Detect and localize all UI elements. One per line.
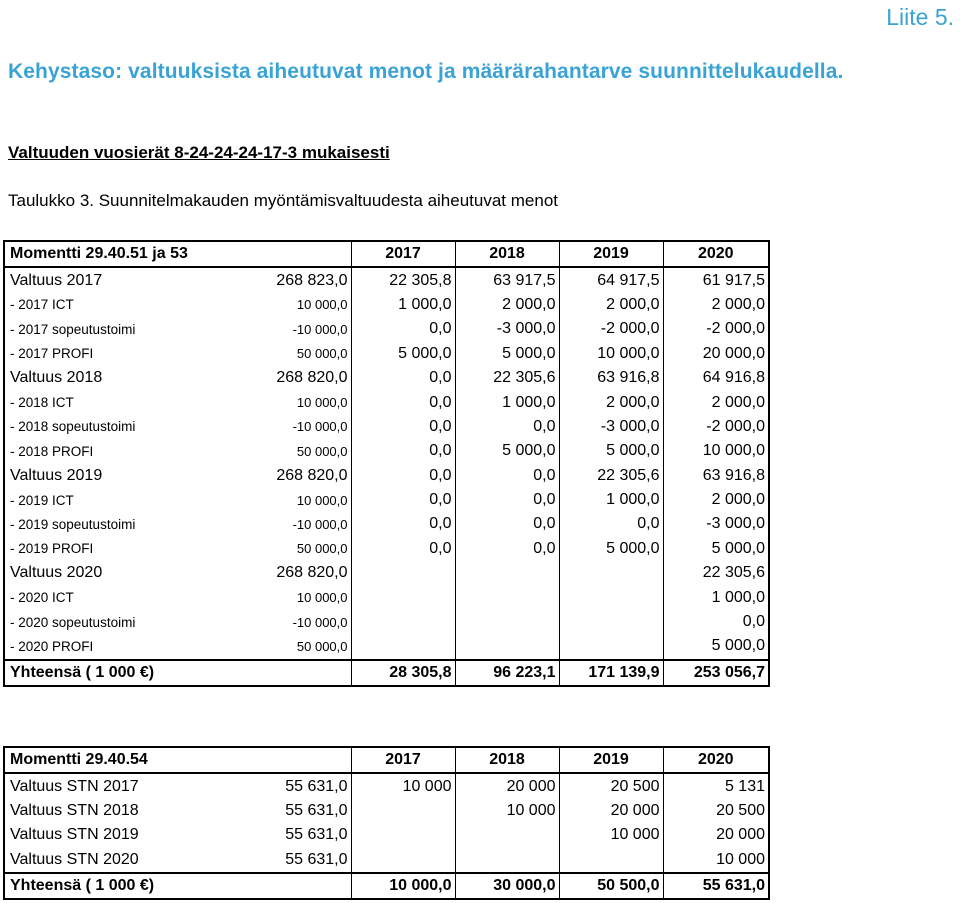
year-value: 1 000,0 <box>559 488 663 512</box>
year-value: 0,0 <box>351 415 455 439</box>
year-value <box>351 634 455 659</box>
table-row <box>4 439 769 463</box>
table-row <box>4 415 769 439</box>
year-value <box>351 848 455 873</box>
year-value: -2 000,0 <box>663 415 769 439</box>
year-value <box>351 585 455 609</box>
year-value: 63 916,8 <box>559 366 663 390</box>
year-value: 5 000,0 <box>455 439 559 463</box>
total-row <box>4 873 769 899</box>
page-title: Kehystaso: valtuuksista aiheutuvat menot ja määrärahantarve suunnittelukaudella. <box>8 60 844 83</box>
year-value: 2 000,0 <box>559 390 663 414</box>
year-value: 0,0 <box>351 488 455 512</box>
year-value: 0,0 <box>455 537 559 561</box>
row-label: Valtuus 2018 <box>4 366 249 390</box>
row-label: - 2019 ICT <box>4 488 249 512</box>
year-value: 63 917,5 <box>455 267 559 292</box>
year-header: 2018 <box>455 747 559 773</box>
row-label: - 2017 PROFI <box>4 342 249 366</box>
year-header: 2018 <box>455 241 559 267</box>
year-value: 0,0 <box>351 390 455 414</box>
year-value <box>455 634 559 659</box>
year-value <box>559 848 663 873</box>
year-header: 2020 <box>663 241 769 267</box>
row-label: Valtuus 2017 <box>4 267 249 292</box>
authorization-amount: 50 000,0 <box>296 443 348 459</box>
table-heading: Momentti 29.40.51 ja 53 <box>4 241 249 267</box>
year-value: 10 000 <box>455 799 559 823</box>
year-value: 61 917,5 <box>663 267 769 292</box>
authorization-amount: 50 000,0 <box>296 541 348 557</box>
authorization-amount: 268 820,0 <box>276 466 348 484</box>
year-header: 2019 <box>559 747 663 773</box>
year-value <box>559 634 663 659</box>
year-value: 10 000,0 <box>663 439 769 463</box>
row-label: Valtuus 2020 <box>4 561 249 585</box>
year-value: 22 305,8 <box>351 267 455 292</box>
total-value: 30 000,0 <box>455 873 559 899</box>
row-label: - 2020 ICT <box>4 585 249 609</box>
year-value <box>351 610 455 634</box>
authorization-amount: -10 000,0 <box>292 419 348 435</box>
year-value: 1 000,0 <box>351 293 455 317</box>
total-value: 55 631,0 <box>663 873 769 899</box>
table-row <box>4 464 769 488</box>
total-value: 171 139,9 <box>559 660 663 686</box>
table-row <box>4 366 769 390</box>
authorization-amount: 55 631,0 <box>285 826 348 844</box>
year-value: 63 916,8 <box>663 464 769 488</box>
year-value: 2 000,0 <box>455 293 559 317</box>
year-value: 5 000,0 <box>559 537 663 561</box>
year-value: 2 000,0 <box>663 488 769 512</box>
budget-table-2 <box>3 746 770 900</box>
row-label: - 2020 PROFI <box>4 634 249 659</box>
row-label: - 2018 sopeutustoimi <box>4 415 249 439</box>
total-value: 96 223,1 <box>455 660 559 686</box>
total-spacer <box>249 873 351 899</box>
year-value <box>351 799 455 823</box>
table-row <box>4 317 769 341</box>
year-value: 0,0 <box>351 439 455 463</box>
table-row <box>4 610 769 634</box>
year-value: 20 000 <box>455 773 559 798</box>
year-value: 22 305,6 <box>559 464 663 488</box>
table-row <box>4 585 769 609</box>
table-row <box>4 293 769 317</box>
year-value <box>455 848 559 873</box>
authorization-amount: -10 000,0 <box>292 516 348 532</box>
year-value: 20 000,0 <box>663 342 769 366</box>
table-row <box>4 342 769 366</box>
year-value: 1 000,0 <box>455 390 559 414</box>
year-value: 5 131 <box>663 773 769 798</box>
table-row <box>4 390 769 414</box>
year-value <box>455 585 559 609</box>
authorization-amount: 10 000,0 <box>296 590 348 606</box>
authorization-amount: -10 000,0 <box>292 614 348 630</box>
row-label: Valtuus STN 2018 <box>4 799 249 823</box>
year-value: 20 000 <box>663 823 769 847</box>
row-label: Valtuus 2019 <box>4 464 249 488</box>
row-label: - 2019 PROFI <box>4 537 249 561</box>
year-value: -2 000,0 <box>663 317 769 341</box>
year-value: 5 000,0 <box>351 342 455 366</box>
year-header: 2020 <box>663 747 769 773</box>
year-value: 0,0 <box>455 512 559 536</box>
table-row <box>4 823 769 847</box>
row-label: - 2018 ICT <box>4 390 249 414</box>
row-label: Valtuus STN 2020 <box>4 848 249 873</box>
authorization-amount: 50 000,0 <box>296 638 348 654</box>
authorization-amount: 268 823,0 <box>276 271 348 289</box>
table-header-row <box>4 747 769 773</box>
total-row <box>4 660 769 686</box>
authorization-amount: 268 820,0 <box>276 369 348 387</box>
total-value: 10 000,0 <box>351 873 455 899</box>
table-header-row <box>4 241 769 267</box>
year-value: 0,0 <box>351 464 455 488</box>
authorization-amount: 10 000,0 <box>296 297 348 313</box>
table-row <box>4 561 769 585</box>
authorization-amount: -10 000,0 <box>292 321 348 337</box>
row-label: - 2018 PROFI <box>4 439 249 463</box>
year-value: -3 000,0 <box>559 415 663 439</box>
year-value: 64 917,5 <box>559 267 663 292</box>
year-header: 2017 <box>351 241 455 267</box>
year-value: 5 000,0 <box>663 537 769 561</box>
row-label: - 2020 sopeutustoimi <box>4 610 249 634</box>
year-value: 0,0 <box>351 366 455 390</box>
authorization-amount: 55 631,0 <box>285 850 348 868</box>
year-value: 20 500 <box>559 773 663 798</box>
year-value: -3 000,0 <box>455 317 559 341</box>
year-value <box>455 610 559 634</box>
table-row <box>4 848 769 873</box>
authorization-amount: 55 631,0 <box>285 801 348 819</box>
authorization-amount: 10 000,0 <box>296 492 348 508</box>
year-value: 10 000,0 <box>559 342 663 366</box>
table-row <box>4 799 769 823</box>
subtitle: Valtuuden vuosierät 8-24-24-24-17-3 mukaisesti <box>8 143 390 162</box>
year-value: 10 000 <box>663 848 769 873</box>
year-header: 2019 <box>559 241 663 267</box>
table-row <box>4 512 769 536</box>
year-value: 2 000,0 <box>559 293 663 317</box>
total-label: Yhteensä ( 1 000 €) <box>4 873 249 899</box>
year-value: 10 000 <box>559 823 663 847</box>
year-value: -3 000,0 <box>663 512 769 536</box>
authorization-amount: 55 631,0 <box>285 777 348 795</box>
year-value: 0,0 <box>351 512 455 536</box>
year-value: 0,0 <box>455 464 559 488</box>
row-label: Valtuus STN 2017 <box>4 773 249 798</box>
year-value: -2 000,0 <box>559 317 663 341</box>
table-row <box>4 267 769 292</box>
year-value <box>455 823 559 847</box>
table-caption: Taulukko 3. Suunnitelmakauden myöntämisvaltuudesta aiheutuvat menot <box>8 191 559 210</box>
authorization-amount: 268 820,0 <box>276 564 348 582</box>
table-row <box>4 537 769 561</box>
year-value <box>559 610 663 634</box>
year-value: 64 916,8 <box>663 366 769 390</box>
year-value: 2 000,0 <box>663 293 769 317</box>
year-value: 0,0 <box>559 512 663 536</box>
budget-table-1 <box>3 240 770 687</box>
row-label: Valtuus STN 2019 <box>4 823 249 847</box>
year-value <box>351 561 455 585</box>
row-label: - 2017 ICT <box>4 293 249 317</box>
appendix-label: Liite 5. <box>886 4 954 30</box>
year-value: 5 000,0 <box>663 634 769 659</box>
year-value <box>559 561 663 585</box>
year-value: 0,0 <box>351 537 455 561</box>
total-label: Yhteensä ( 1 000 €) <box>4 660 249 686</box>
total-value: 50 500,0 <box>559 873 663 899</box>
year-value: 20 000 <box>559 799 663 823</box>
year-value: 0,0 <box>351 317 455 341</box>
year-value <box>351 823 455 847</box>
row-label: - 2019 sopeutustoimi <box>4 512 249 536</box>
table-row <box>4 773 769 798</box>
row-label: - 2017 sopeutustoimi <box>4 317 249 341</box>
year-value: 5 000,0 <box>559 439 663 463</box>
year-value: 20 500 <box>663 799 769 823</box>
header-spacer <box>249 241 351 267</box>
total-spacer <box>249 660 351 686</box>
year-value: 2 000,0 <box>663 390 769 414</box>
table-row <box>4 634 769 659</box>
year-value <box>455 561 559 585</box>
year-value: 1 000,0 <box>663 585 769 609</box>
header-spacer <box>249 747 351 773</box>
year-value: 0,0 <box>663 610 769 634</box>
table-heading: Momentti 29.40.54 <box>4 747 249 773</box>
authorization-amount: 10 000,0 <box>296 395 348 411</box>
table-row <box>4 488 769 512</box>
year-value: 22 305,6 <box>455 366 559 390</box>
year-header: 2017 <box>351 747 455 773</box>
authorization-amount: 50 000,0 <box>296 346 348 362</box>
total-value: 28 305,8 <box>351 660 455 686</box>
year-value: 0,0 <box>455 488 559 512</box>
total-value: 253 056,7 <box>663 660 769 686</box>
year-value: 5 000,0 <box>455 342 559 366</box>
year-value <box>559 585 663 609</box>
year-value: 22 305,6 <box>663 561 769 585</box>
year-value: 0,0 <box>455 415 559 439</box>
year-value: 10 000 <box>351 773 455 798</box>
